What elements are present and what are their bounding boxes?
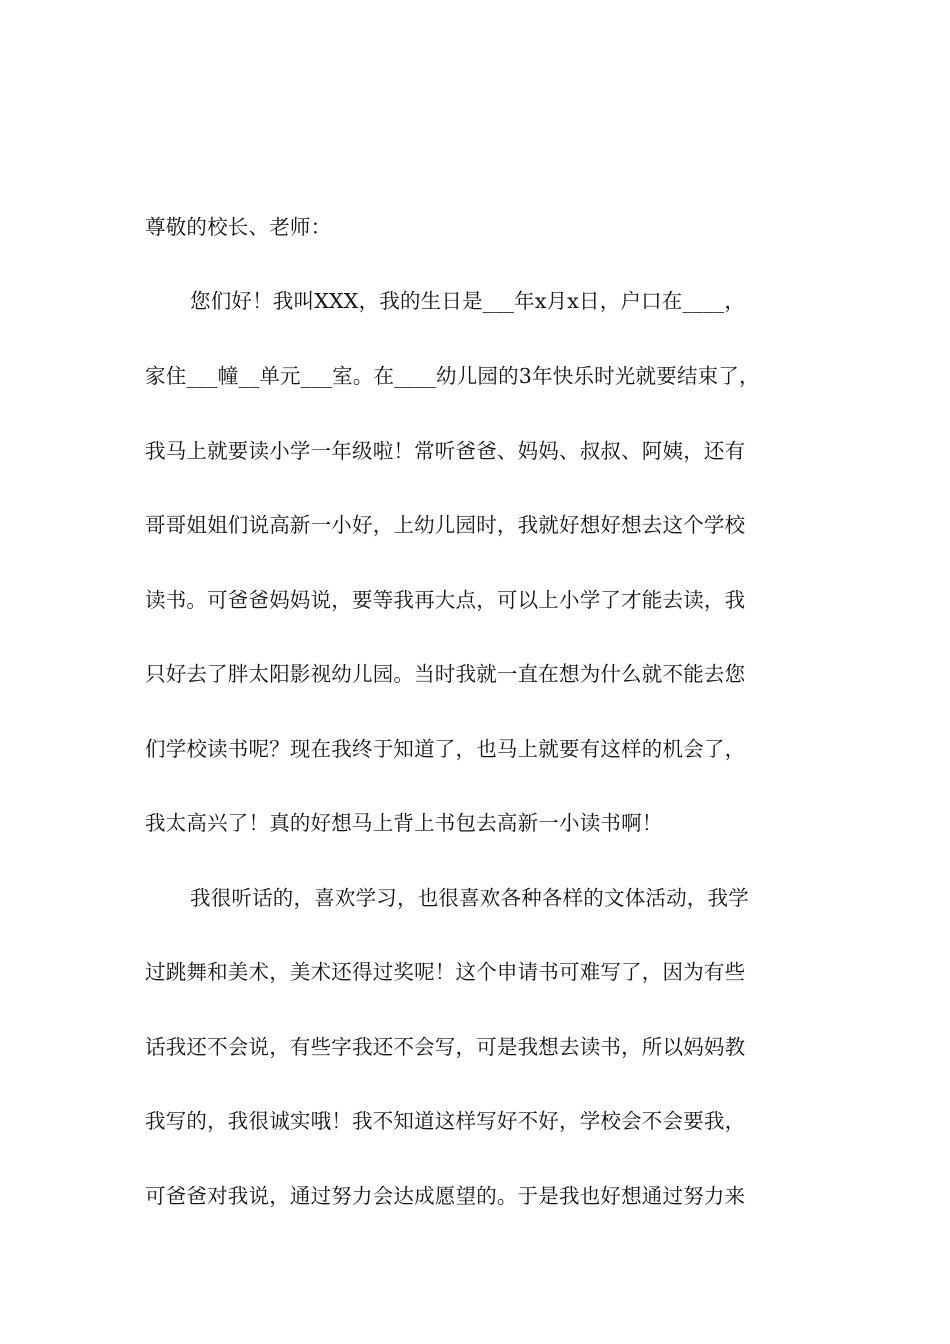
paragraph-line: 我写的，我很诚实哦！我不知道这样写好不好，学校会不会要我，	[145, 1109, 746, 1133]
paragraph-line: 可爸爸对我说，通过努力会达成愿望的。于是我也好想通过努力来	[145, 1184, 746, 1208]
paragraph-line: 读书。可爸爸妈妈说，要等我再大点，可以上小学了才能去读，我	[145, 588, 746, 612]
paragraph-line: 过跳舞和美术，美术还得过奖呢！这个申请书可难写了，因为有些	[145, 960, 746, 984]
paragraph-line: 话我还不会说，有些字我还不会写，可是我想去读书，所以妈妈教	[145, 1035, 746, 1059]
salutation: 尊敬的校长、老师：	[145, 215, 332, 239]
paragraph-line: 们学校读书呢？现在我终于知道了，也马上就要有这样的机会了，	[145, 737, 746, 761]
paragraph-line: 哥哥姐姐们说高新一小好，上幼儿园时，我就好想好想去这个学校	[145, 513, 746, 537]
paragraph-line: 只好去了胖太阳影视幼儿园。当时我就一直在想为什么就不能去您	[145, 662, 746, 686]
paragraph-line: 我很听话的，喜欢学习，也很喜欢各种各样的文体活动，我学	[190, 886, 749, 910]
paragraph-line: 我太高兴了！真的好想马上背上书包去高新一小读书啊！	[145, 811, 663, 835]
paragraph-line: 我马上就要读小学一年级啦！常听爸爸、妈妈、叔叔、阿姨，还有	[145, 439, 746, 463]
paragraph-line: 您们好！我叫XXX，我的生日是___年x月x日，户口在____，	[190, 289, 746, 313]
paragraph-line: 家住___幢__单元___室。在____幼儿园的3年快乐时光就要结束了，	[145, 364, 760, 388]
